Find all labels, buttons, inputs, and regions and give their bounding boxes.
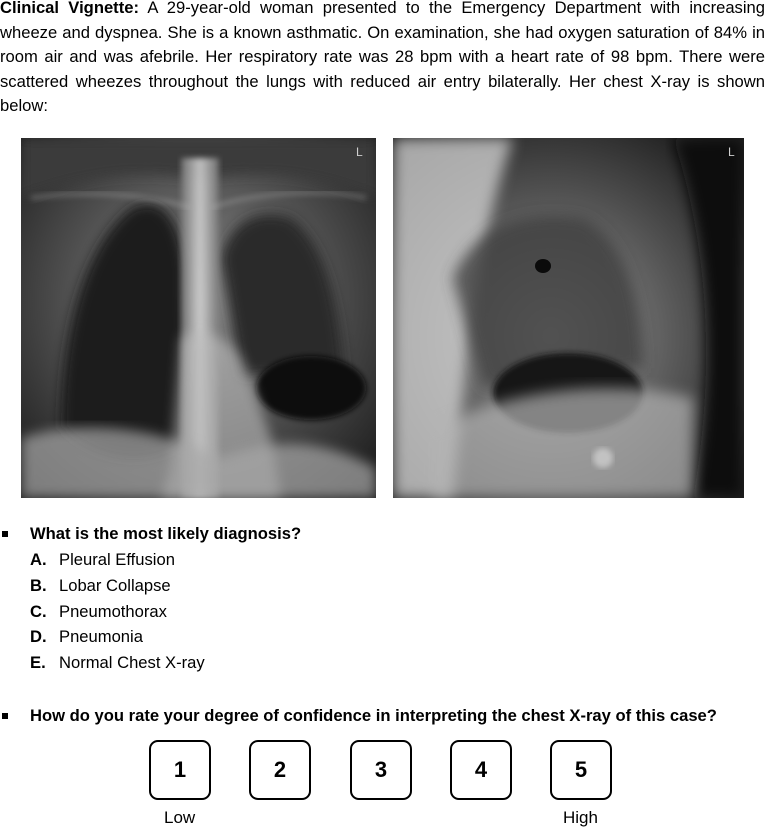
- clinical-vignette: [0, 0, 765, 119]
- option-label: Lobar Collapse: [59, 575, 171, 595]
- scale-low-label: Low: [164, 808, 196, 827]
- rating-button-1[interactable]: 1: [149, 740, 211, 800]
- option-b[interactable]: [30, 573, 205, 599]
- rating-button-4[interactable]: 4: [450, 740, 512, 800]
- option-letter: A.: [30, 550, 47, 569]
- vignette-label: Clinical Vignette:: [0, 0, 139, 17]
- option-a[interactable]: [30, 547, 205, 573]
- question-confidence-text: How do you rate your degree of confidence in interpreting the chest X-ray of this case?: [30, 706, 717, 725]
- option-letter: B.: [30, 575, 47, 595]
- rating-button-5[interactable]: 5: [550, 740, 612, 800]
- option-label: Pneumonia: [59, 627, 143, 647]
- option-label: Pleural Effusion: [59, 550, 175, 569]
- option-c[interactable]: [30, 599, 205, 625]
- option-letter: D.: [30, 627, 47, 647]
- lateral-side-marker: L: [728, 145, 735, 159]
- question-diagnosis-text: What is the most likely diagnosis?: [30, 524, 302, 543]
- option-letter: E.: [30, 653, 46, 673]
- option-label: Normal Chest X-ray: [59, 653, 205, 673]
- option-letter: C.: [30, 601, 47, 621]
- rating-button-3[interactable]: 3: [350, 740, 412, 800]
- option-d[interactable]: [30, 624, 205, 650]
- option-e[interactable]: [30, 650, 205, 676]
- scale-high-label: High: [563, 808, 598, 827]
- pa-side-marker: L: [356, 145, 363, 159]
- diagnosis-options: [30, 547, 205, 676]
- bullet-icon: [2, 713, 8, 719]
- vignette-text: A 29-year-old woman presented to the Emergency Department with increasing wheeze and dyspnea. She is a known asthmatic. On examination, she had oxygen saturation of 84% in room air and was afebrile. Her respiratory rate was 28 bpm with a heart rate of 98 bpm. There were scattered wheezes throughout the lungs with reduced air entry bilaterally. Her chest X-ray is shown below:: [0, 0, 765, 115]
- chest-xray-pa-image: [21, 138, 376, 498]
- rating-button-2[interactable]: 2: [249, 740, 311, 800]
- chest-xray-lateral-image: [393, 138, 744, 498]
- bullet-icon: [2, 531, 8, 537]
- option-label: Pneumothorax: [59, 601, 167, 621]
